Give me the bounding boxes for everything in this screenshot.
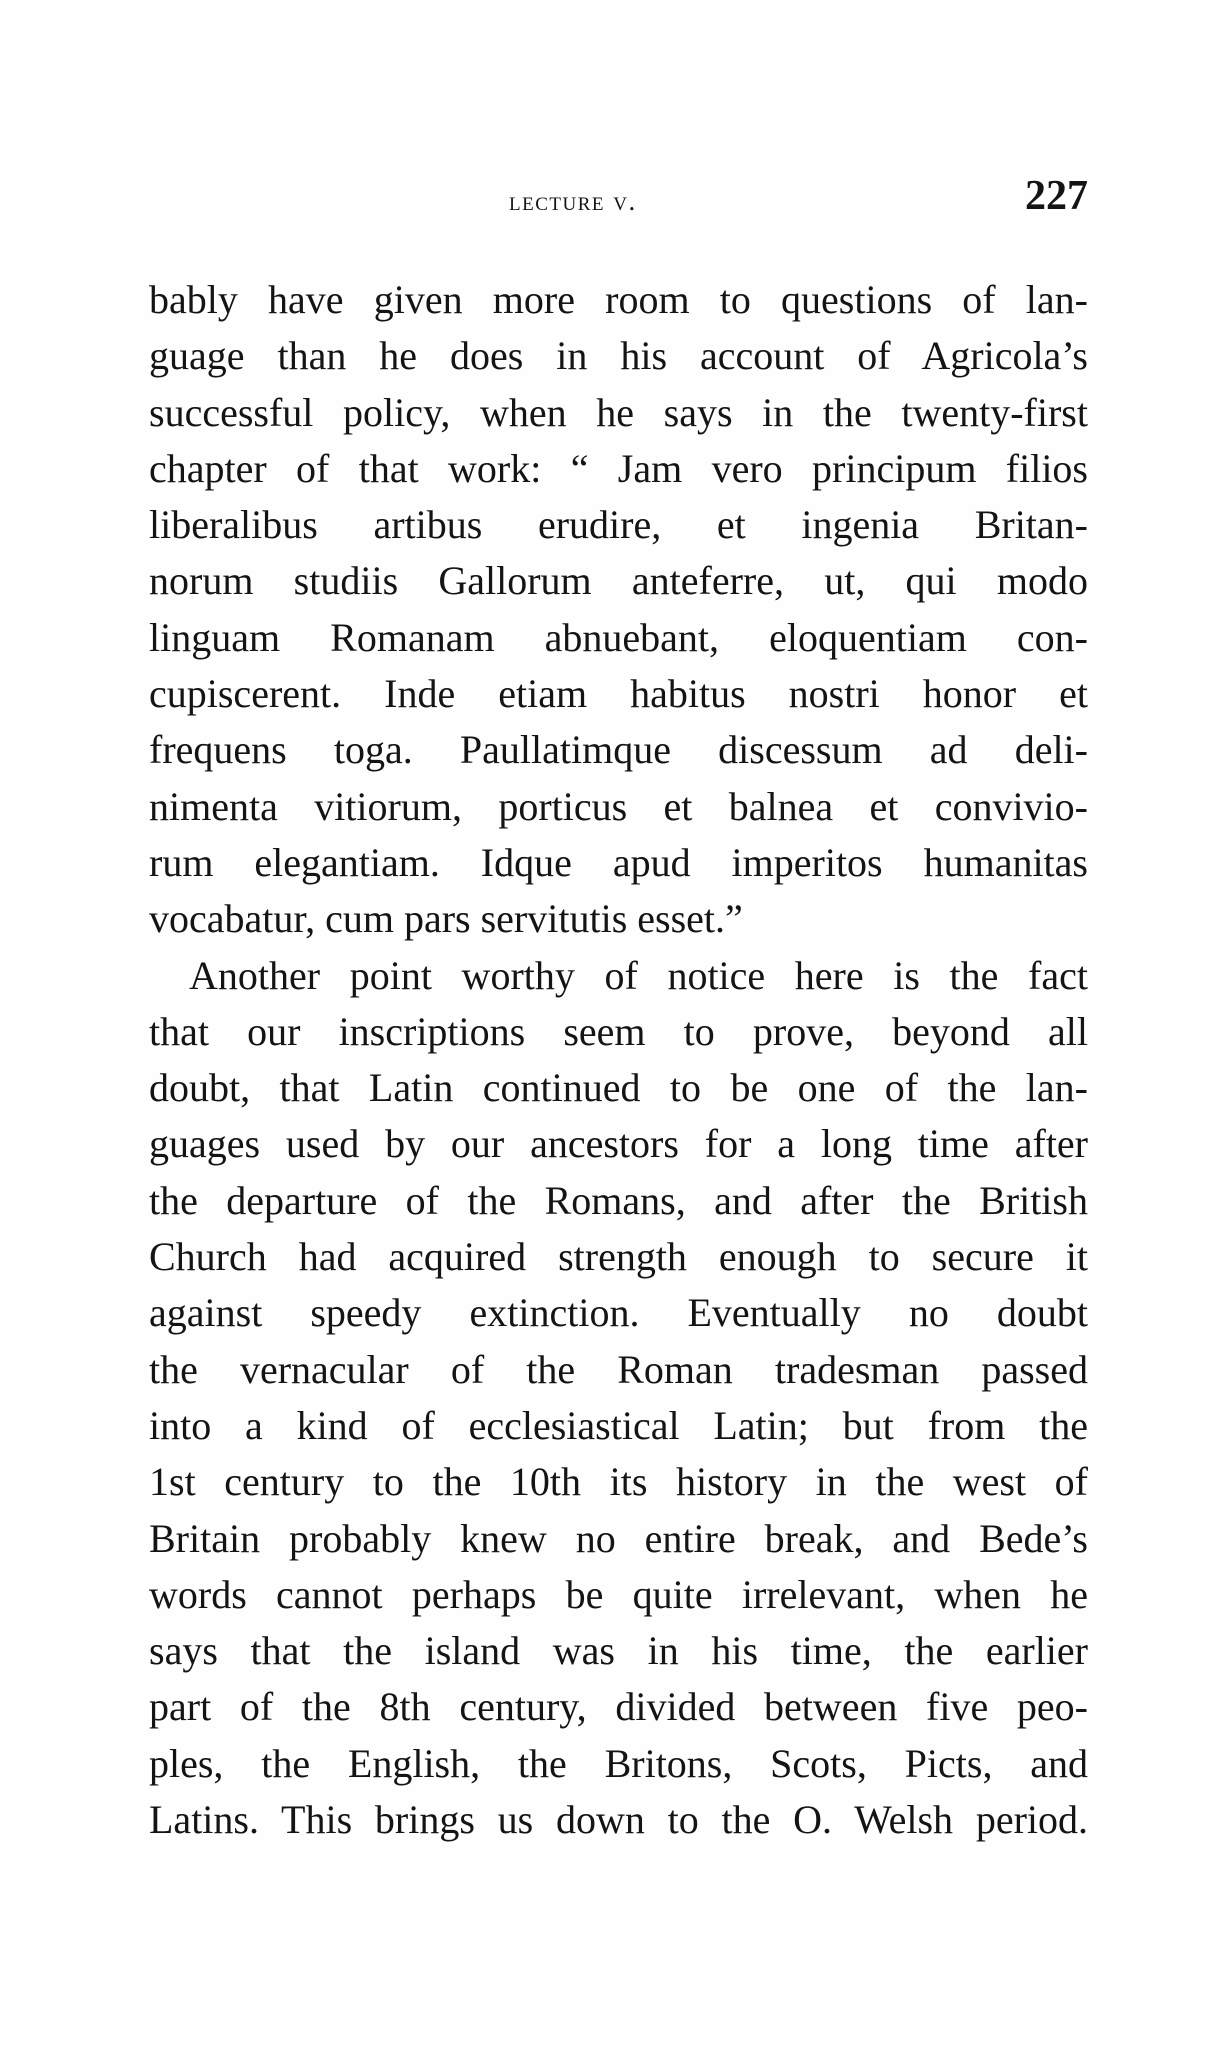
text-line: guage than he does in his account of Agricola’s bbox=[149, 333, 1088, 379]
text-line: doubt, that Latin continued to be one of the lan- bbox=[149, 1065, 1088, 1111]
text-line: rum elegantiam. Idque apud imperitos humanitas bbox=[149, 839, 1088, 885]
text-line: that our inscriptions seem to prove, beyond all bbox=[149, 1008, 1088, 1054]
page-number: 227 bbox=[1025, 173, 1088, 219]
text-line: Church had acquired strength enough to secure it bbox=[149, 1234, 1088, 1280]
running-head bbox=[149, 168, 1088, 218]
text-line: linguam Romanam abnuebant, eloquentiam con- bbox=[149, 614, 1088, 660]
text-line: Latins. This brings us down to the O. Welsh period. bbox=[149, 1797, 1088, 1843]
text-line: the departure of the Romans, and after the British bbox=[149, 1177, 1088, 1223]
text-line: part of the 8th century, divided between five peo- bbox=[149, 1684, 1088, 1730]
paragraph-another-point bbox=[149, 948, 1088, 1849]
text-line: guages used by our ancestors for a long time after bbox=[149, 1121, 1088, 1167]
text-line: chapter of that work: “ Jam vero principum filios bbox=[149, 445, 1088, 491]
paragraph-continuation bbox=[149, 272, 1088, 948]
text-line: liberalibus artibus erudire, et ingenia Britan- bbox=[149, 502, 1088, 548]
text-line: Another point worthy of notice here is the fact bbox=[189, 952, 1088, 998]
text-line: cupiscerent. Inde etiam habitus nostri honor et bbox=[149, 671, 1088, 717]
text-line: vocabatur, cum pars servitutis esset.” bbox=[149, 896, 743, 942]
running-head-title: lecture v. bbox=[509, 186, 637, 216]
text-line: frequens toga. Paullatimque discessum ad deli- bbox=[149, 727, 1088, 773]
text-line: Britain probably knew no entire break, and Bede’s bbox=[149, 1515, 1088, 1561]
text-line: successful policy, when he says in the twenty-first bbox=[149, 389, 1088, 435]
text-line: words cannot perhaps be quite irrelevant, when he bbox=[149, 1571, 1088, 1617]
body-text bbox=[149, 272, 1088, 1848]
text-line: nimenta vitiorum, porticus et balnea et convivio- bbox=[149, 783, 1088, 829]
text-line: norum studiis Gallorum anteferre, ut, qui modo bbox=[149, 558, 1088, 604]
text-line: against speedy extinction. Eventually no doubt bbox=[149, 1290, 1088, 1336]
text-line: says that the island was in his time, the earlier bbox=[149, 1628, 1088, 1674]
text-line: ples, the English, the Britons, Scots, Picts, and bbox=[149, 1740, 1088, 1786]
text-line: 1st century to the 10th its history in the west of bbox=[149, 1459, 1088, 1505]
text-line: into a kind of ecclesiastical Latin; but from the bbox=[149, 1402, 1088, 1448]
text-line: bably have given more room to questions of lan- bbox=[149, 277, 1088, 322]
text-line: the vernacular of the Roman tradesman passed bbox=[149, 1346, 1088, 1392]
